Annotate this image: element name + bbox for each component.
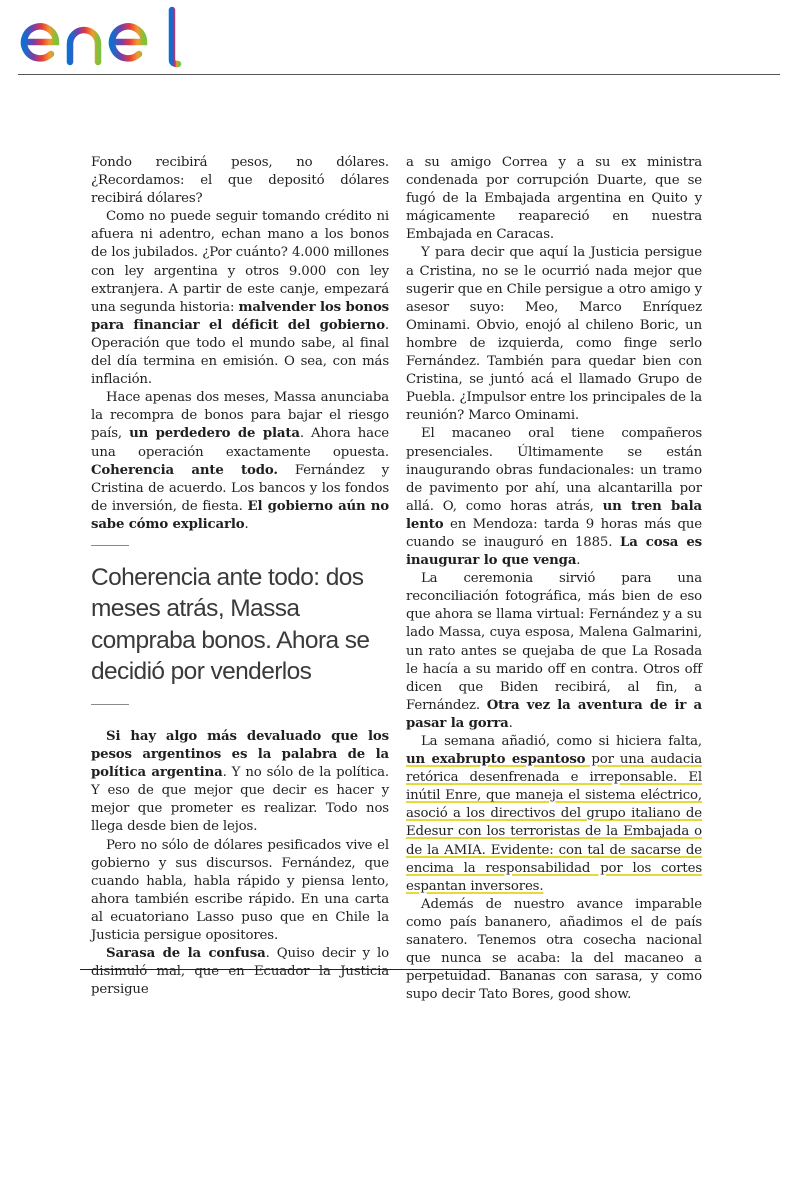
paragraph: Hace apenas dos meses, Massa anunciaba la recompra de bonos para bajar el riesgo país, un perdedero de plata. Ahora hace una operación exactamente opuesta. Coherencia ante todo. Fernández y Cristina de acuerdo. Los bancos y los fondos de inversión, de fiesta. El gobierno aún no sabe cómo explicarlo.	[91, 390, 389, 532]
pull-quote: Coherencia ante todo: dos meses atrás, Massa compraba bonos. Ahora se decidió por venderlos	[91, 563, 370, 686]
paragraph: a su amigo Correa y a su ex ministra condenada por corrupción Duarte, que se fugó de la Embajada argentina en Quito y mágicamente reapareció en nuestra Embajada en Caracas.	[406, 155, 702, 243]
paragraph: Sarasa de la confusa. Quiso decir y lo disimuló mal, que en Ecuador la Justicia persigue	[91, 946, 389, 998]
divider	[91, 545, 129, 546]
divider	[91, 704, 129, 705]
footer-divider	[80, 969, 701, 970]
paragraph: Pero no sólo de dólares pesificados vive el gobierno y sus discursos. Fernández, que cuando habla, habla rápido y piensa lento, ahora también escribe rápido. En una carta al ecuatoriano Lasso puso que en Chile la Justicia persigue opositores.	[91, 837, 389, 943]
paragraph: Y para decir que aquí la Justicia persigue a Cristina, no se le ocurrió nada mejor que sugerir que en Chile persigue a otro amigo y asesor suyo: Meo, Marco Enríquez Ominami. Obvio, enojó al chileno Boric, un hombre de izquierda, como finge serlo Fernández. También para quedar bien con Cristina, se juntó acá el llamado Grupo de Puebla. ¿Impulsor entre los principales de la reunión? Marco Ominami.	[406, 245, 702, 424]
article-column-left	[91, 154, 389, 999]
paragraph: Como no puede seguir tomando crédito ni afuera ni adentro, echan mano a los bonos de los jubilados. ¿Por cuánto? 4.000 millones con ley argentina y otros 9.000 con ley extranjera. A partir de este canje, empezará una segunda historia: malvender los bonos para financiar el déficit del gobierno. Operación que todo el mundo sabe, al final del día termina en emisión. O sea, con más inflación.	[91, 209, 389, 388]
paragraph: La ceremonia sirvió para una reconciliación fotográfica, más bien de eso que ahora se llama virtual: Fernández y a su lado Massa, cuya esposa, Malena Galmarini, un rato antes se quejaba de que La Rosada le hacía a su marido off en contra. Otros off dicen que Biden recibirá, al fin, a Fernández. Otra vez la aventura de ir a pasar la gorra.	[406, 571, 702, 731]
paragraph: La semana añadió, como si hiciera falta, un exabrupto espantoso por una audacia retórica desenfrenada e irreponsable. El inútil Enre, que maneja el sistema eléctrico, asoció a los directivos del grupo italiano de Edesur con los terroristas de la Embajada o de la AMIA. Evidente: con tal de sacarse de encima la responsabilidad por los cortes espantan inversores.	[406, 734, 702, 894]
paragraph: Además de nuestro avance imparable como país bananero, añadimos el de país sanatero. Tenemos otra cosecha nacional que nunca se acaba: la del macaneo a perpetuidad. Bananas con sarasa, y como supo decir Tato Bores, good show.	[406, 896, 702, 1003]
paragraph: Fondo recibirá pesos, no dólares. ¿Recordamos: el que depositó dólares recibirá dólares?	[91, 155, 389, 207]
highlighted-text: por una audacia retórica desenfrenada e irreponsable. El inútil Enre, que maneja el sistema eléctrico, asoció a los directivos del grupo italiano de Edesur con los terroristas de la Embajada o de la AMIA. Evidente: con tal de sacarse de encima la responsabilidad por los cortes espantan inversores.	[406, 752, 702, 894]
paragraph: El macaneo oral tiene compañeros presenciales. Últimamente se están inaugurando obras fundacionales: un tramo de pavimento por ahí, una alcantarilla por allá. O, como horas atrás, un tren bala lento en Mendoza: tarda 9 horas más que cuando se inauguró en 1885. La cosa es inaugurar lo que venga.	[406, 426, 702, 569]
paragraph: Si hay algo más devaluado que los pesos argentinos es la palabra de la política argentina. Y no sólo de la política. Y eso de que mejor que decir es hacer y mejor que prometer es realizar. Todo nos llega desde bien de lejos.	[91, 728, 389, 835]
highlighted-text: un exabrupto espantoso	[406, 752, 586, 768]
article-column-right	[406, 154, 702, 1004]
enel-logo-icon	[16, 4, 186, 68]
enel-logo	[16, 4, 186, 68]
header-divider	[18, 74, 780, 75]
